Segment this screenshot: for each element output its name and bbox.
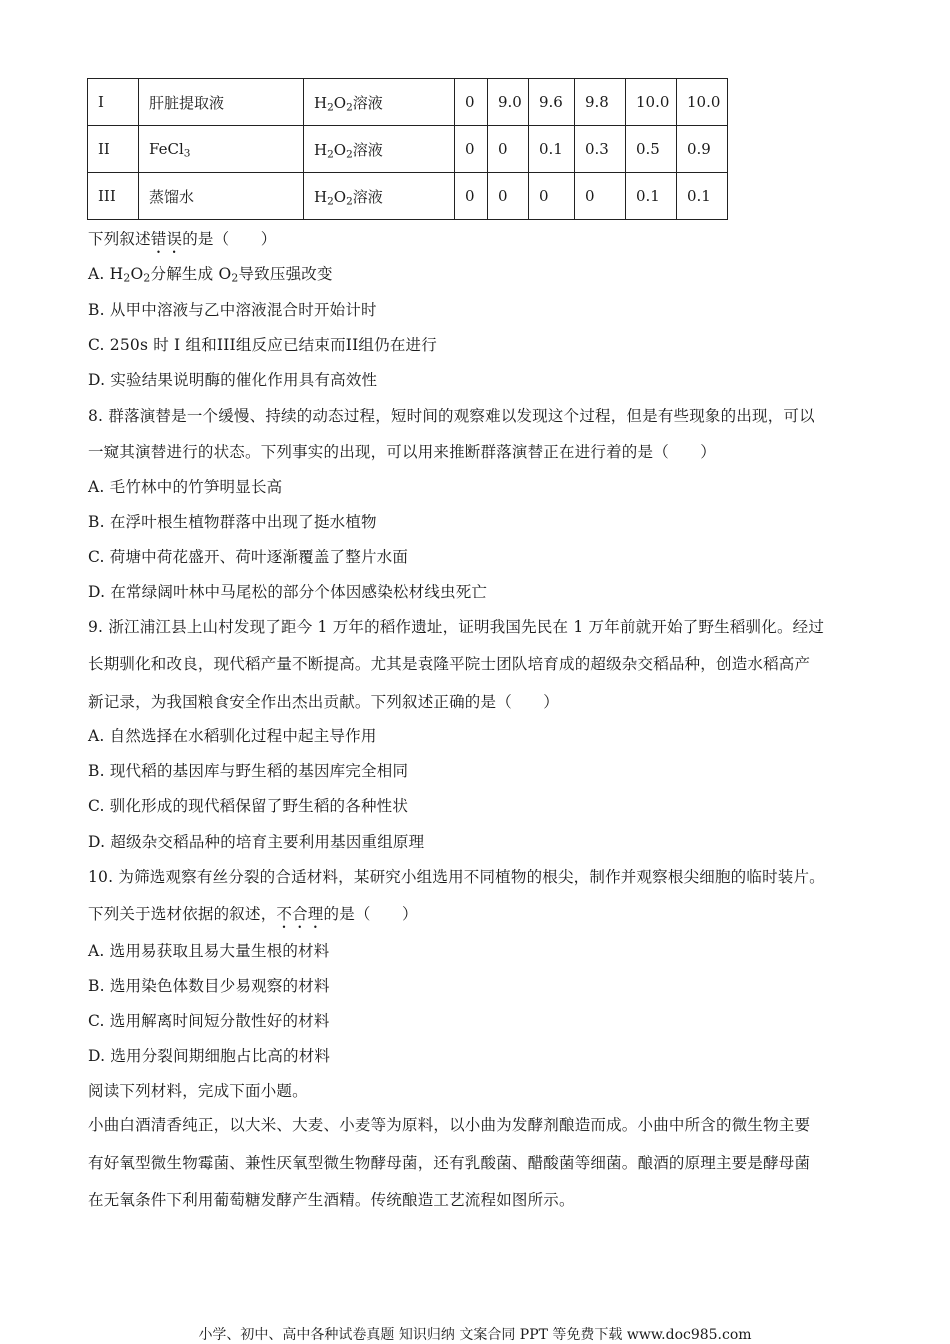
- catalyst-cell: FeCl$_3$: [139, 126, 304, 173]
- value-cell: 0.1: [677, 173, 728, 220]
- q7-option-d: D. 实验结果说明酶的催化作用具有高效性: [88, 371, 378, 389]
- emphasis-text: 不合理: [276, 905, 324, 923]
- q10-option-a: A. 选用易获取且易大量生根的材料: [88, 942, 330, 960]
- table-row: [88, 79, 728, 126]
- q9-stem-line2: 长期驯化和改良，现代稻产量不断提高。尤其是袁隆平院士团队培育成的超级杂交稻品种，创造水稻高产: [88, 655, 811, 673]
- group-cell: I: [88, 79, 139, 126]
- value-cell: 0.5: [626, 126, 677, 173]
- q7-stem: 下列叙述错误的是（ ）: [88, 230, 277, 248]
- value-cell: 0: [455, 126, 488, 173]
- q10-option-b: B. 选用染色体数目少易观察的材料: [88, 977, 330, 995]
- page-footer: 小学、初中、高中各种试卷真题 知识归纳 文案合同 PPT 等免费下载 www.doc985.com: [198, 1327, 752, 1343]
- value-cell: 10.0: [626, 79, 677, 126]
- catalyst-cell: 蒸馏水: [139, 173, 304, 220]
- q9-option-d: D. 超级杂交稻品种的培育主要利用基因重组原理: [88, 833, 425, 851]
- value-cell: 0: [455, 79, 488, 126]
- value-cell: 0: [455, 173, 488, 220]
- q10-stem-line1: 10. 为筛选观察有丝分裂的合适材料，某研究小组选用不同植物的根尖，制作并观察根尖细胞的临时装片。: [88, 868, 825, 886]
- value-cell: 9.0: [488, 79, 529, 126]
- group-cell: III: [88, 173, 139, 220]
- value-cell: 9.6: [529, 79, 575, 126]
- q7-option-c: C. 250s 时 I 组和III组反应已结束而II组仍在进行: [88, 336, 437, 354]
- q8-option-c: C. 荷塘中荷花盛开、荷叶逐渐覆盖了整片水面: [88, 548, 409, 566]
- q8-stem-line1: 8. 群落演替是一个缓慢、持续的动态过程，短时间的观察难以发现这个过程，但是有些现象的出现，可以: [88, 407, 815, 425]
- substrate-cell: $H_2O_2$溶液: [304, 173, 455, 220]
- value-cell: 0: [575, 173, 626, 220]
- q9-option-a: A. 自然选择在水稻驯化过程中起主导作用: [88, 727, 377, 745]
- q8-option-d: D. 在常绿阔叶林中马尾松的部分个体因感染松材线虫死亡: [88, 583, 488, 601]
- reading-line2: 有好氧型微生物霉菌、兼性厌氧型微生物酵母菌，还有乳酸菌、醋酸菌等细菌。酿酒的原理主要是酵母菌: [88, 1154, 811, 1172]
- emphasis-text: 错误: [150, 230, 183, 248]
- q9-stem-line1: 9. 浙江浦江县上山村发现了距今 1 万年的稻作遗址，证明我国先民在 1 万年前就开始了野生稻驯化。经过: [88, 618, 825, 636]
- q8-stem-line2: 一窥其演替进行的状态。下列事实的出现，可以用来推断群落演替正在进行着的是（ ）: [88, 443, 717, 461]
- q10-option-d: D. 选用分裂间期细胞占比高的材料: [88, 1047, 331, 1065]
- value-cell: 0.3: [575, 126, 626, 173]
- q9-stem-line3: 新记录，为我国粮食安全作出杰出贡献。下列叙述正确的是（ ）: [88, 693, 560, 711]
- value-cell: 0.1: [529, 126, 575, 173]
- table-row: [88, 173, 728, 220]
- q8-option-a: A. 毛竹林中的竹笋明显长高: [88, 478, 283, 496]
- q7-option-a: A. $H_2O_2$分解生成 $O_2$导致压强改变: [88, 265, 333, 285]
- reading-intro: 阅读下列材料，完成下面小题。: [88, 1082, 308, 1100]
- q10-option-c: C. 选用解离时间短分散性好的材料: [88, 1012, 330, 1030]
- results-table: [87, 78, 728, 220]
- value-cell: 0.1: [626, 173, 677, 220]
- substrate-cell: $H_2O_2$溶液: [304, 79, 455, 126]
- q10-stem-line2: 下列关于选材依据的叙述，不合理的是（ ）: [88, 905, 418, 923]
- substrate-cell: $H_2O_2$溶液: [304, 126, 455, 173]
- value-cell: 10.0: [677, 79, 728, 126]
- q8-option-b: B. 在浮叶根生植物群落中出现了挺水植物: [88, 513, 377, 531]
- value-cell: 9.8: [575, 79, 626, 126]
- table-row: [88, 126, 728, 173]
- reading-line3: 在无氧条件下利用葡萄糖发酵产生酒精。传统酿造工艺流程如图所示。: [88, 1191, 575, 1209]
- reading-line1: 小曲白酒清香纯正，以大米、大麦、小麦等为原料，以小曲为发酵剂酿造而成。小曲中所含的微生物主要: [88, 1116, 811, 1134]
- catalyst-cell: 肝脏提取液: [139, 79, 304, 126]
- q7-option-b: B. 从甲中溶液与乙中溶液混合时开始计时: [88, 301, 377, 319]
- value-cell: 0: [529, 173, 575, 220]
- q9-option-c: C. 驯化形成的现代稻保留了野生稻的各种性状: [88, 797, 409, 815]
- value-cell: 0: [488, 126, 529, 173]
- value-cell: 0.9: [677, 126, 728, 173]
- group-cell: II: [88, 126, 139, 173]
- q9-option-b: B. 现代稻的基因库与野生稻的基因库完全相同: [88, 762, 409, 780]
- value-cell: 0: [488, 173, 529, 220]
